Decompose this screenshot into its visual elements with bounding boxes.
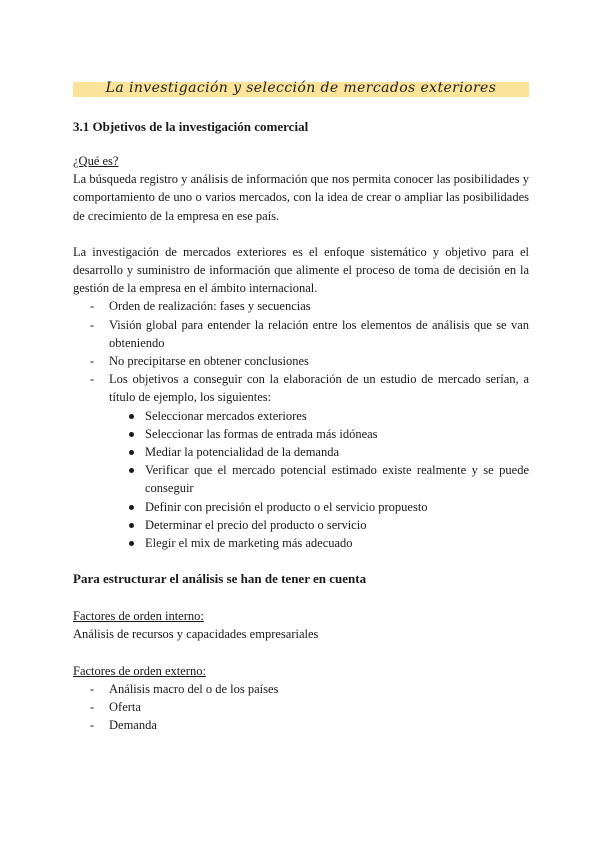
list-item: Seleccionar las formas de entrada más idóneas	[73, 425, 529, 443]
list-item: Elegir el mix de marketing más adecuado	[73, 534, 529, 552]
document-body	[73, 118, 529, 734]
list-item: - Análisis macro del o de los países	[73, 680, 529, 698]
title-highlight	[73, 82, 529, 97]
externo-label: Factores de orden externo:	[73, 663, 206, 678]
list-item: - No precipitarse en obtener conclusiones	[73, 352, 529, 370]
list-item: Determinar el precio del producto o servicio	[73, 516, 529, 534]
objetivos-list	[73, 407, 529, 553]
list-item: - Los objetivos a conseguir con la elaboración de un estudio de mercado serían, a título de ejemplo, los siguientes:	[73, 370, 529, 406]
paragraph-definition: La búsqueda registro y análisis de información que nos permita conocer las posibilidades y comportamiento de uno o varios mercados, con la idea de crear o ampliar las posibilidades de crecimiento de la empresa en ese país.	[73, 172, 529, 223]
list-item: Definir con precisión el producto o el servicio propuesto	[73, 498, 529, 516]
list-item: Verificar que el mercado potencial estimado existe realmente y se puede conseguir	[73, 461, 529, 497]
interno-text: Análisis de recursos y capacidades empresariales	[73, 627, 319, 642]
que-es-label: ¿Qué es?	[73, 154, 119, 168]
externo-list	[73, 680, 529, 735]
dash-list	[73, 297, 529, 406]
list-item: - Visión global para entender la relación entre los elementos de análisis que se van obteniendo	[73, 316, 529, 352]
list-item: - Orden de realización: fases y secuencias	[73, 297, 529, 315]
section-heading: 3.1 Objetivos de la investigación comercial	[73, 119, 309, 134]
interno-label: Factores de orden interno:	[73, 609, 204, 624]
list-item: - Oferta	[73, 698, 529, 716]
paragraph-investigacion: La investigación de mercados exteriores es el enfoque sistemático y objetivo para el desarrollo y suministro de información que alimente el proceso de toma de decisión en la gestión de la empresa en el ámbito internacional.	[73, 244, 529, 296]
list-item: Mediar la potencialidad de la demanda	[73, 443, 529, 461]
list-item: - Demanda	[73, 716, 529, 734]
page-title: La investigación y selección de mercados exteriores	[105, 80, 497, 96]
list-item: Seleccionar mercados exteriores	[73, 407, 529, 425]
estructurar-heading: Para estructurar el análisis se han de tener en cuenta	[73, 571, 367, 587]
